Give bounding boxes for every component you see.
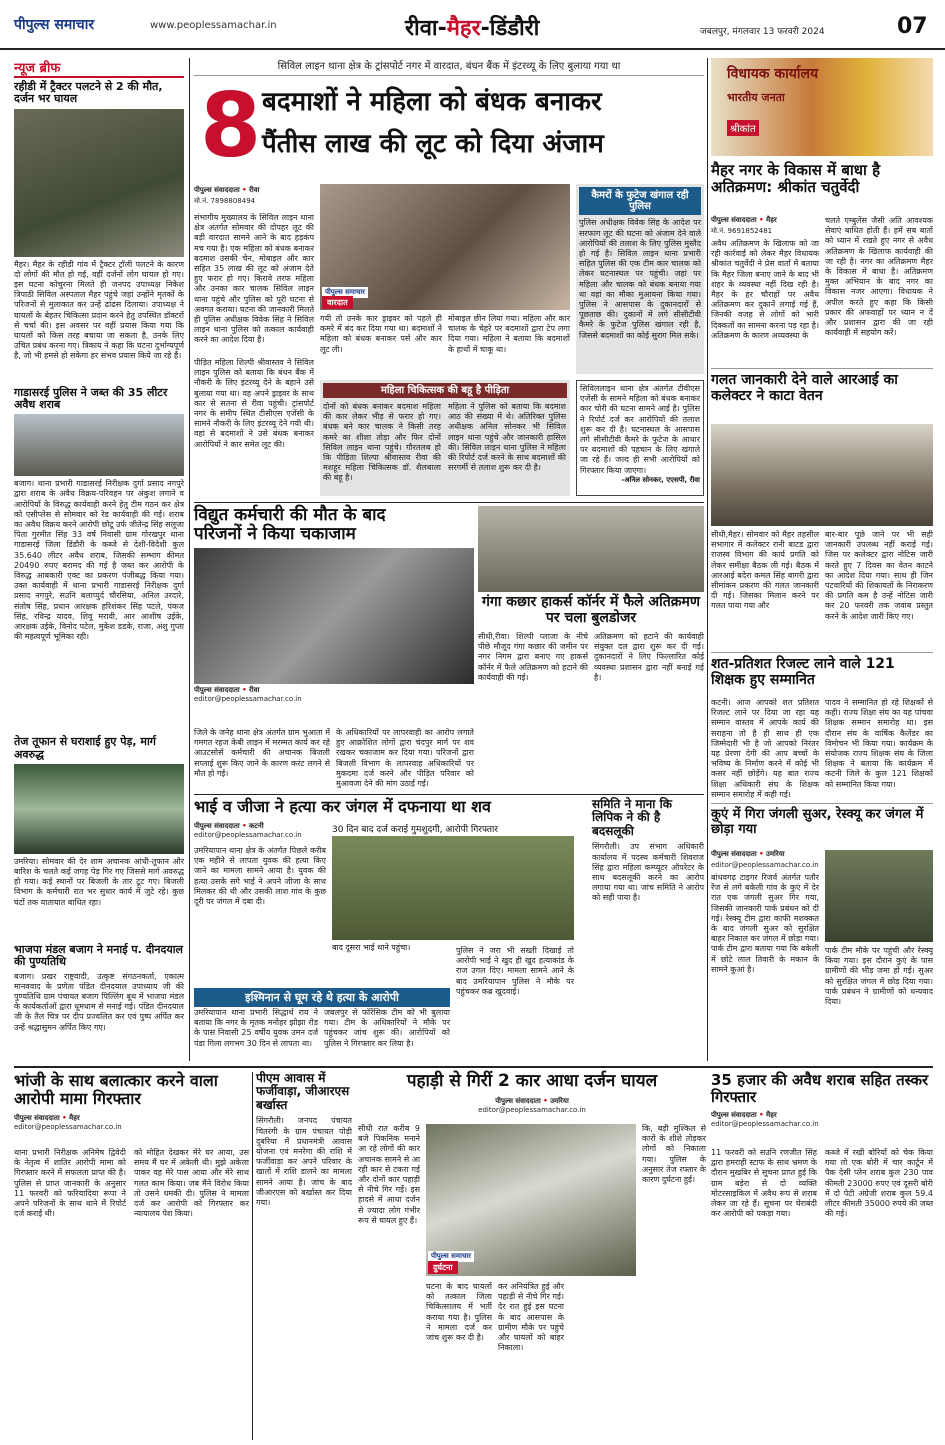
quote-box-asp [576, 380, 704, 496]
lead-body-3: गयी तो उनके कार ड्राइवर को पहले ही कमरे में बंद कर दिया गया था। बदमाशों ने महिला को बंधक बनाकर पर्स और कार लूट ली। [320, 314, 442, 354]
boar-body-2: पार्क टीम मौके पर पहुंची और रेस्क्यू किया गया। इस दौरान कुएं के पास ग्रामीणों की भीड़ जमा हो गई। सुअर को सुरक्षित जंगल में छोड़ दिया गया। पार्क प्रबंधन ने ग्रामीणों को धन्यवाद दिया। [825, 946, 933, 1007]
clerk-headline: समिति ने माना कि लिपिक ने की है बदसलूकी [592, 797, 672, 838]
boar-headline: कुएं में गिरा जंगली सुअर, रेस्क्यू कर जंगल में छोड़ा गया [711, 803, 933, 837]
ri-photo [711, 424, 933, 526]
masthead-logo [14, 14, 94, 34]
boar-email[interactable]: editor@peoplessamachar.co.in [711, 861, 819, 869]
box-doctor-headline: महिला चिकित्सक की बहू है पीड़िता [323, 383, 567, 398]
lead-story [194, 58, 704, 498]
edition-maihar: मैहर [446, 16, 481, 41]
car-photo [426, 1124, 636, 1276]
clerk-body: सिंगरौली। उप संभाग अधिकारी कार्यालय में पदस्थ कर्मचारी शिवराज सिंह द्वारा महिला कम्प्यूटर ऑपरेटर के साथ बदसलूकी करने का आरोप लगाया गया था। जांच समिति ने आरोप को सही पाया है। [592, 842, 704, 903]
brief-headline-1: रहीडी में ट्रैक्टर पलटने से 2 की मौत, दर्जन भर घायल [14, 80, 163, 106]
boar-photo [825, 850, 933, 942]
liquor-email[interactable]: editor@peoplessamachar.co.in [711, 1119, 819, 1128]
murder-body-1: उमरियापान थाना क्षेत्र के अंतर्गत पिछले करीब एक महीने से लापता युवक की हत्या किए जाने का मामला सामने आया है। युवक की हत्या उसके सगे भाई ने अपने जीजा के साथ मिलकर की थी और उसकी लाश गांव के कुछ दूरी पर जंगल में दबा दी। [194, 846, 326, 907]
electric-email[interactable]: editor@peoplessamachar.co.in [194, 695, 302, 704]
lead-mobile: मो.नं. 7898808494 [194, 197, 256, 205]
box-doctor-body-1: दोनों को बंधक बनाकर बदमाश महिला की कार लेकर भीड़ से फरार हो गए। बंधक बने कार चालक ने किसी तरह कमरे का शीशा तोड़ा और फिर दोनों सिविल लाइन थाना पहुंचे। गौरतलब हो कि पीड़िता शिल्पा श्रीवास्तव रीवा की मशहूर महिला चिकित्सक डॉ. शैलबाला की बहू है। [323, 402, 441, 483]
lead-photo [320, 184, 570, 310]
maihar-body-1: अवैध अतिक्रमण के खिलाफ को जा रही कार्रवाई को लेकर मैहर विधायक श्रीकांत चतुर्वेदी ने प्रेस वार्ता में बताया कि मैहर जिला बनाए जाने के बाद भी शहर के व्यवस्था नहीं दिख रही है। मैहर के हर चौराहों पर अवैध अतिक्रमण कर दुकानें लगाई गई हैं, जिनकी वजह से लोगों को भारी दिक्कतों का सामना करना पड़ रहा है। अतिक्रमण के कारण अव्यवस्था के [711, 239, 819, 340]
mla-office-photo [711, 58, 933, 156]
pm-awas-story [256, 1072, 352, 1442]
mid-rule-2 [194, 794, 704, 795]
car-body-2: घटना के बाद घायलों को तत्काल जिला चिकित्सालय में भर्ती कराया गया है। पुलिस ने मामला दर्ज कर जांच शुरू कर दी है। [426, 1282, 492, 1343]
page-number: 07 [897, 14, 928, 39]
maihar-headline: मैहर नगर के विकास में बाधा है अतिक्रमण: श्रीकांत चतुर्वेदी [711, 161, 881, 196]
bottom-rule [14, 1066, 933, 1068]
brief-photo-storm [14, 764, 184, 854]
car-photo-logo: पीपुल्स समाचार [428, 1251, 474, 1262]
boar-body-1: बांधवगढ़ टाइगर रिजर्व अंतर्गत पतौर रेंज से लगे बकेली गांव के कुएं में देर रात एक जंगली सुअर गिर गया, जिसकी जानकारी पार्क प्रबंधन को दी गई। रेस्क्यू टीम द्वारा काफी मशक्कत के बाद जंगली सुअर को सुरक्षित बाहर निकाल कर जंगल में छोड़ा गया। पार्क टीम द्वारा बताया गया कि बकेली में छोटे लाल तिवारी के मकान के सामने कुआं है। [711, 873, 819, 974]
electric-headline-1: विद्युत कर्मचारी की मौत के बाद [194, 505, 386, 525]
car-email[interactable]: editor@peoplessamachar.co.in [478, 1106, 586, 1115]
lead-body-2: पीड़ित महिला शिल्पी श्रीवास्तव ने सिविल लाइन पुलिस को बताया कि बंधन बैंक में नौकरी के लिए इंटरव्यू देने के बहाने उसे बुलाया गया था। वह अपने ड्राइवर के साथ कार से सतना से रीवा पहुंची। ट्रांसपोर्ट नगर के समीप स्थित टीसीएस एजेंसी के सामने नौकरी के लिए इंटरव्यू देने गयी थी। वहां से बदमाशों ने उसे बंधक बनाकर आरोपियों ने कार समेत लूट की। [194, 358, 314, 449]
right-column-divider [707, 58, 708, 1061]
pm-awas-body: सिंगरौली। जनपद पंचायत चितरंगी के ग्राम पंचायत पोड़ी दुबरिया में प्रधानमंत्री आवास योजना एवं मनरेगा की राशि में फर्जीवाड़ा कर अपने परिवार के खातों में राशि डालने का मामला सामने आया है। जांच के बाद जीआरएस को बर्खास्त कर दिया गया। [256, 1116, 352, 1207]
ri-body-2: बार-बार पूछे जाने पर भी सही जानकारी उपलब्ध नहीं कराई गई। जिस पर कलेक्टर द्वारा नोटिस जारी करते हुए 7 दिवस का वेतन काटने का आदेश दिया गया। साथ ही जिन पटवारियों की शिकायतों के निराकरण की प्रगति कम है उन्हें नोटिस जारी कर 20 फरवरी तक जवाब प्रस्तुत करने के आदेश जारी किए गए। [825, 530, 933, 621]
sidebar-cctv-body: पुलिस अधीक्षक विवेक सिंह के आदेश पर सरफाग लूट की घटना को अंजाम देने वाले आरोपियों की तलाश के लिए पुलिस मुस्तैद हो गई है। सिविल लाइन थाना प्रभारी सहित पुलिस की एक टीम कार चालक को लेकर घटनास्थल पर पहुंची। जहां पर महिला और चालक को बंधक बनाया गया था वहां का मौका मुआयना किया गया। पुलिस ने आसपास के दुकानदारों से पूछताछ की। दुकानों में लगे सीसीटीवी कैमरे के फुटेज पुलिस खंगाल रही है, जिससे बदमाशों का कोई सुराग मिल सके। [579, 218, 701, 340]
murder-email[interactable]: editor@peoplessamachar.co.in [194, 830, 302, 839]
lead-photo-tag: वारदात [322, 296, 353, 309]
lead-body-1: संभागीय मुख्यालय के सिविल लाइन थाना क्षेत्र अंतर्गत सोमवार की दोपहर लूट की बड़ी वारदात सामने आने के बाद हड़कंप मच गया है। एक महिला को बंधक बनाकर बदमाश उसकी चेन, मोबाइल और कार सहित 35 लाख की लूट को अंजाम देते हुए फरार हो गए। किरावे तरफ महिला और उनका कार चालक सिविल लाइन थाना पहुंचे और पुलिस को पूरी घटना से अवगत कराया। घटना की जानकारी मिलते ही पुलिस अधीक्षक विवेक सिंह ने सिविल लाइन थाना पुलिस को तत्काल कार्यवाही करने का आदेश दिया है। [194, 213, 314, 345]
inset-body-1: उमरियापान थाना प्रभारी सिद्धार्थ राय ने बताया कि नगर के मृतक मनोहर झोझा रोड के पास निवासी 25 वर्षीय युवक उमन दर्ज पंडा गिला लगभग 30 दिन से लापता था। [194, 1008, 318, 1048]
car-byline: पीपुल्स संवाददाता • उमरिया [495, 1097, 569, 1106]
edition-title [405, 12, 539, 42]
brief-headline-4: भाजपा मंडल बजाग ने मनाई प. दीनदयाल की पुण्यतिथि [14, 942, 184, 969]
teachers-headline: शत-प्रतिशत रिजल्ट लाने वाले 121 शिक्षक हुए सम्मानित [711, 652, 933, 688]
ri-body-1: सीधी,मैहर। सोमवार को मैहर तहसील सभागार में कलेक्टर रानी बाटड द्वारा राजस्व विभाग की कार्य प्रगति को लेकर समीक्षा बैठक ली गई। बैठक में आरआई बदेरा कमल सिंह बागरी द्वारा सीमांकन प्रकरण की गलत जानकारी दी गई। जिसका मिलान करने पर गलत पाया गया और [711, 530, 819, 611]
dateline: जबलपुर, मंगलवार 13 फरवरी 2024 [700, 27, 825, 37]
quote-body: सिविललाइन थाना क्षेत्र अंतर्गत टीवीएस एजेंसी के सामने महिला को बंधक बनाकर कार चोरी की घटना सामने आई है। पुलिस ने रिपोर्ट दर्ज कर आरोपियों की तलाश शुरू कर दी है। घटनास्थल के आसपास लगे सीसीटीवी कैमरे के फुटेज के आधार पर बदमाशों की पहचान के लिए खंगाले जा रहे हैं। जल्द ही सभी आरोपियों को गिरफ्तार किया जाएगा। [580, 384, 700, 475]
inset-headline: इश्मिनान से घूम रहे थे हत्या के आरोपी [194, 988, 450, 1007]
lead-photo-logo: पीपुल्स समाचार [322, 287, 368, 298]
brief-body-3: उमरिया। सोमवार की देर शाम अचानक आंधी-तूफान और बारिश के चलते कई जगह पेड़ गिर गए जिससे मार्ग अवरुद्ध हो गया। कई स्थानों पर बिजली के तार टूट गए। बिजली विभाग के कर्मचारी रात भर सुधार कार्य में जुटे रहे। कुछ घंटों तक यातायात बाधित रहा। [14, 856, 184, 907]
ri-headline: गलत जानकारी देने वाले आरआई का कलेक्टर ने काटा वेतन [711, 368, 933, 404]
news-brief-tag: न्यूज ब्रीफ [14, 58, 184, 78]
bottom-divider-1 [252, 1072, 253, 1440]
murder-photo [332, 836, 574, 940]
liquor-byline: पीपुल्स संवाददाता • मैहर [711, 1110, 777, 1119]
car-body-1: सीधी रात करीब 9 बजे पिकनिक मनाने आ रहे लोगों की कार अचानक सामने से आ रही कार से टकरा गई और दोनों कार पहाड़ी से नीचे गिर गईं। इस हादसे में आधा दर्जन से ज्यादा लोग गंभीर रूप से घायल हुए हैं। [358, 1124, 420, 1225]
murder-story [194, 798, 574, 1058]
electric-body-2: के अधिकारियों पर लापरवाही का आरोप लगाते हुए आक्रोशित लोगों द्वारा चंदपुर मार्ग पर शव रखकर चकाजाम कर दिया गया। परिजनों द्वारा बिजली विभाग के लापरवाह अधिकारियों पर मुकदमा दर्ज करने और पीड़ित परिवार को मुआवजा देने की मांग उठाई गई। [336, 728, 474, 789]
banner-line-3: श्रीकांत [727, 120, 759, 136]
bulldozer-photo [478, 506, 704, 592]
banner-line-1: विधायक कार्यालय [727, 66, 819, 82]
brief-headline-3: तेज तूफान से घराशाई हुए पेड़, मार्ग अवरुद्ध [14, 735, 156, 761]
quote-author: -अनिल सोनकर, एएसपी, रीवा [621, 476, 700, 484]
teachers-body-2: पादव ने सम्मानित हो रहे शिक्षकों से कही। राज्य शिक्षा संघ का यह पांचवा शिक्षक सम्मान समारोह था। इस दौरान संघ के वार्षिक कैलेंडर का विमोचन भी किया गया। कार्यक्रम के संयोजक राज्य शिक्षक संघ के जिला शिक्षक ने बताया कि कार्यक्रम में कटनी जिले के कुल 121 शिक्षकों को सम्मानित किया गया। [825, 698, 933, 789]
car-story [358, 1072, 706, 1442]
rape-body-1: थाना प्रभारी निरीक्षक अनिमेष द्विवेदी के नेतृत्व में शातिर आरोपी मामा को गिरफ्तार करने में सफलता प्राप्त की है। पुलिस से प्राप्त जानकारी के अनुसार 11 फरवरी को फरियादिया रूपा ने अपने परिजनों के साथ थाने में रिपोर्ट दर्ज कराई थी। [14, 1148, 126, 1219]
murder-body-2: पुलिस ने जरा भी सख्ती दिखाई तो आरोपी भाई ने खुद ही खुद हत्याकांड के राज उगल दिए। मामला सामने आने के बाद उमरियापान पुलिस ने मौके पर पहुंचकर कब्र खुदवाई। [456, 946, 574, 996]
murder-caption: बाद दूसरा भाई थाने पहुंचा। [332, 943, 411, 952]
murder-byline: पीपुल्स संवाददाता • कटनी [194, 821, 264, 830]
news-brief-column [14, 58, 184, 1063]
electric-photo [194, 548, 474, 684]
lead-kicker: सिविल लाइन थाना क्षेत्र के ट्रांसपोर्ट नगर में वारदात, बंधन बैंक में इंटरव्यू के लिए बुलाया गया था [194, 58, 704, 76]
rape-body-2: को मोहित देखकर मेरे घर आया, उस समय मैं घर में अकेली थी। मुझे अकेला पाकर वह मेरे पास आया और मेरे साथ गलत काम किया। जब मैंने विरोध किया तो उसने धमकी दी। पुलिस ने मामला दर्ज कर आरोपी को गिरफ्तार कर न्यायालय पेश किया। [134, 1148, 249, 1219]
inset-box [194, 988, 450, 1056]
boar-byline: पीपुल्स संवाददाता • उमरिया [711, 850, 785, 858]
rape-byline: पीपुल्स संवाददाता • मैहर [14, 1113, 80, 1122]
brief-body-4: बजाग। प्रखर राष्ट्रवादी, उत्कृष्ट संगठनकर्ता, एकात्म मानववाद के प्रणेता पंडित दीनदयाल उपाध्याय जी की पुण्यतिथि ग्राम पंचायत बजाग पिल्लिंग बूथ में भाजपा मंडल के कार्यकर्ताओं द्वारा धूमधाम से मनाई गई। पंडित दीनदयाल जी के तैल चित्र पर दीप प्रज्वलित कर एवं पुष्प अर्पित कर उन्हें श्रद्धासुमन अर्पित किए गए। [14, 971, 184, 1032]
right-column [711, 58, 933, 1063]
sidebar-box-cctv [576, 184, 704, 374]
inset-body-2: जबलपुर से फॉरेंसिक टीम को भी बुलाया गया। टीम के अधिकारियों ने मौके पर पहुंचकर जांच शुरू की। आरोपियों को पुलिस ने गिरफ्तार कर लिया है। [324, 1008, 450, 1048]
lead-body-4: मोबाइल छीन लिया गया। महिला और कार चालक के चेहरे पर बदमाशों द्वारा टेप लगा दिया गया। महिला ने बताया कि बदमाशों के हाथों में चाकू था। [448, 314, 570, 354]
left-column-divider [189, 58, 190, 1061]
car-body-4: कि, बड़ी मुश्किल से कारों के शीशे तोड़कर लोगों को निकाला गया। पुलिस के अनुसार तेज रफ्तार के कारण दुर्घटना हुई। [642, 1124, 706, 1185]
lead-headline-1: बदमाशों ने महिला को बंधक बनाकर [262, 87, 602, 117]
bulldozer-story [478, 506, 704, 791]
bulldozer-headline: गंगा कछार हाकर्स कॉर्नर में फैले अतिक्रमण पर चला बुलडोजर [482, 594, 700, 626]
maihar-body-2: चलते एम्बुलेंस जैसी अति आवश्यक सेवाएं बाधित होती हैं। हमें सब बातों को ध्यान में रखते हुए नगर से अवैध अतिक्रमण के खिलाफ कार्यवाही की जा रही है। नगर का अतिक्रमण मैहर के विकास में बाधा है। अतिक्रमण मुक्त अभियान के बाद नगर का विकास नजर आएगा। विधायक ने अपील करते हुए कहा कि किसी प्रकार की अफवाहों पर ध्यान न दें और प्रशासन द्वारा की जा रही कार्यवाही में सहयोग करें। [825, 216, 933, 338]
electric-headline-2: परिजनों ने किया चकाजाम [194, 524, 356, 545]
rape-headline: भांजी के साथ बलात्कार करने वाला आरोपी मामा गिरफ्तार [14, 1071, 218, 1108]
liquor-body-2: कब्जे में रखी बोरियों को चेक किया गया तो एक बोरी में चार कार्टून में पैक देसी प्लेन शराब कुल 230 पाव कीमती 23000 रुपए एवं दूसरी बोरी में दो पेटी अंग्रेजी शराब कुल 59.4 लीटर कीमती 35000 रुपये की जब्त की गई। [825, 1148, 933, 1219]
teachers-body-1: कटनी। आज आपको शत प्रतिशत रिजल्ट लाने पर दिया जा रहा यह सम्मान वास्तव में आपके कार्य की सराहना तो है ही साथ ही एक जिम्मेदारी भी है जो आपको निरंतर यह प्रेरणा देगी की आप बच्चों के भविष्य के निर्माण करने में कोई भी कसर नहीं छोड़ेंगे। यह बात राज्य शिक्षा अधिकारी संघ के शिक्षक सम्मान समारोह में कही गई। [711, 698, 819, 798]
edition-rewa: रीवा- [405, 16, 447, 41]
murder-kicker: 30 दिन बाद दर्ज कराई गुमशुदगी, आरोपी गिरफ्तार [332, 825, 498, 835]
electric-story [194, 506, 474, 791]
lead-byline: पीपुल्स संवाददाता • रीवा [194, 186, 260, 194]
rape-story [14, 1072, 249, 1442]
bulldozer-body-2: अतिक्रमण को हटाने की कार्यवाही संयुक्त दल द्वारा शुरू कर दी गई। दुकानदारों ने लिए फिल्लारित कोई व्यवस्था प्रशासन द्वारा नहीं बनाई गई है। [594, 632, 704, 682]
banner-line-2: भारतीय जनता [727, 91, 785, 104]
electric-body-1: जिले के जनेह थाना क्षेत्र अंतर्गत ग्राम भुआता में गमगत रहज केबी लाइन में मरम्मत कार्य कर रहे आउटसोर्स कर्मचारी की अचानक बिजली सप्लाई शुरू किए जाने के कारण करंट लगने से मौत हो गई। [194, 728, 330, 778]
liquor-body-1: 11 फरवरी को सउनि रणजीत सिंह द्वारा हमराही स्टाफ के साथ भ्रमण के दौरान मुखबिर से सूचना प्राप्त हुई कि ग्राम बड़ेरा से दो व्यक्ति मोटरसाइकिल में अवैध रूप से शराब लेकर जा रहे हैं। सूचना पर घेराबंदी कर आरोपी को पकड़ा गया। [711, 1148, 817, 1219]
pm-awas-headline: पीएम आवास में फर्जीवाड़ा, जीआरएस बर्खास्त [256, 1071, 350, 1112]
rape-email[interactable]: editor@peoplessamachar.co.in [14, 1122, 122, 1131]
lead-number: 8 [200, 74, 262, 177]
lead-headline-2: पैंतीस लाख की लूट को दिया अंजाम [262, 129, 604, 159]
edition-dindori: -डिंडौरी [480, 16, 540, 41]
brief-body-1: मैहर। मैहर के रहीडी गांव में ट्रैक्टर ट्रॉली पलटने के कारण दो लोगों की मौत हो गई, वहीं दर्जनों लोग घायल हो गए। इस घटना कोचुरना मिलते ही जनपद उपाध्यक्ष निकेश त्रिपाठी सिविल अस्पताल मैहर पहुंचे जहां उन्होंने मृतकों के परिजनों से मुलाकात कर उन्हें ढांढस दिलाया। उपाध्यक्ष ने घायलों के बेहतर चिकित्सा प्रदान करने हेतु उपस्थित डॉक्टरों से चर्चा की। इस अवसर पर वहीं प्रयास किया गया कि घायलों को किस तरह बचाया जा सकता है, उनके लिए उचित प्रबंध करना गए। त्रिकाय ने कहा कि घटना दुर्भाग्यपूर्ण है, जो भी हमसे हो सकेगा हर संभव प्रयास किये जा रहे हैं। [14, 259, 184, 361]
maihar-byline: पीपुल्स संवाददाता • मैहर [711, 216, 777, 224]
masthead [0, 0, 945, 50]
maihar-mobile: मो.नं. 9691852481 [711, 227, 773, 235]
liquor-headline: 35 हजार की अवैध शराब सहित तस्कर गिरफ्तार [711, 1071, 929, 1106]
brief-body-2: बजाग। थाना प्रभारी गाडासरई निरीक्षक दुर्गा प्रसाद नगपुरे द्वारा शराब के अवैध विक्रय-परिवहन पर अंकुश लगाने व आरोपियों के विरुद्ध कार्यवाही करने हेतु टीम गठन कर क्षेत्र को एसीप्लेस से सोमवार को रेड कार्यवाही की गई। शराब का अवैध विक्रय करने आरोपी छोटू उर्फ जीतेन्द्र सिंह सलूजा पिता गुरमीत सिंह 33 वर्ष निवासी ग्राम गोरखपुर थाना गाडासरई जिला डिंडौरी के कब्जे से देशी-विदेशी कुल 35.640 लीटर अवैध शराब, जिसकी सम्भाग कीमत 20490 रुपए बरामद की गई है जब्त कर आरोपी के विरुद्ध आबकारी एक्ट का प्रकरण पंजीबद्ध किया गया। उक्त कार्यवाही में थाना प्रभारी गाडासरई निरीक्षक दुर्गा प्रसाद नगपुरे, सउनि बलाप्पुर्द चौरसिया, अनिल उरदारे, संतोष सिंह, प्रधान आरक्षक हरिशंकर सिंह पटले, पंकज सिंह, रविन्द्र यादव, शिवू मरावी, आर आशीष उईके, आरक्षक उईके, विनोद पटेल, मुकेश डडके, राजा, अंशु गुप्ता की महत्वपूर्ण भूमिका रही। [14, 479, 184, 642]
brief-photo-liquor [14, 414, 184, 476]
bulldozer-body-1: सीधी,रीवा। शिल्पी प्लाजा के नीचे पीछे मौजूद गंगा कछार की जमीन पर नगर निगम द्वारा बनाए गए हाकर्स कॉर्नर में फैले अतिक्रमण को हटाने की कार्यवाही की गई। [478, 632, 588, 682]
car-photo-tag: दुर्घटना [428, 1261, 458, 1274]
brief-headline-2: गाडासरई पुलिस ने जब्त की 35 लीटर अवैध शराब [14, 385, 168, 411]
masthead-site[interactable]: www.peoplessamachar.in [150, 20, 277, 31]
clerk-story [592, 798, 704, 1058]
murder-headline: भाई व जीजा ने हत्या कर जंगल में दफनाया था शव [194, 797, 491, 816]
electric-byline: पीपुल्स संवाददाता • रीवा [194, 686, 260, 695]
sidebar-cctv-headline: कैमरों के फुटेज खंगाल रही पुलिस [579, 187, 701, 215]
logo-text: पीपुल्स समाचार [14, 17, 95, 33]
liquor-story [711, 1072, 933, 1442]
car-body-3: कर अनियंत्रित हुई और पहाड़ी से नीचे गिर गई। देर रात हुई इस घटना के बाद आसपास के ग्रामीण मौके पर पहुंचे और घायलों को बाहर निकाला। [498, 1282, 564, 1353]
brief-photo-tractor [14, 109, 184, 257]
car-headline: पहाड़ी से गिरीं 2 कार आधा दर्जन घायल [406, 1071, 658, 1091]
box-doctor [320, 380, 570, 496]
mid-top-rule [194, 502, 704, 503]
box-doctor-body-2: महिला ने पुलिस को बताया कि बदमाश आठ की संख्या में थे। अतिरिक्त पुलिस अधीक्षक अनिल सोनकर भी सिविल लाइन थाना पहुंचे और जानकारी हासिल की। सिविल लाइन थाना पुलिस ने महिला की रिपोर्ट दर्ज करने के साथ बदमाशों की सरगर्मी से तलाश शुरू कर दी है। [448, 402, 566, 473]
